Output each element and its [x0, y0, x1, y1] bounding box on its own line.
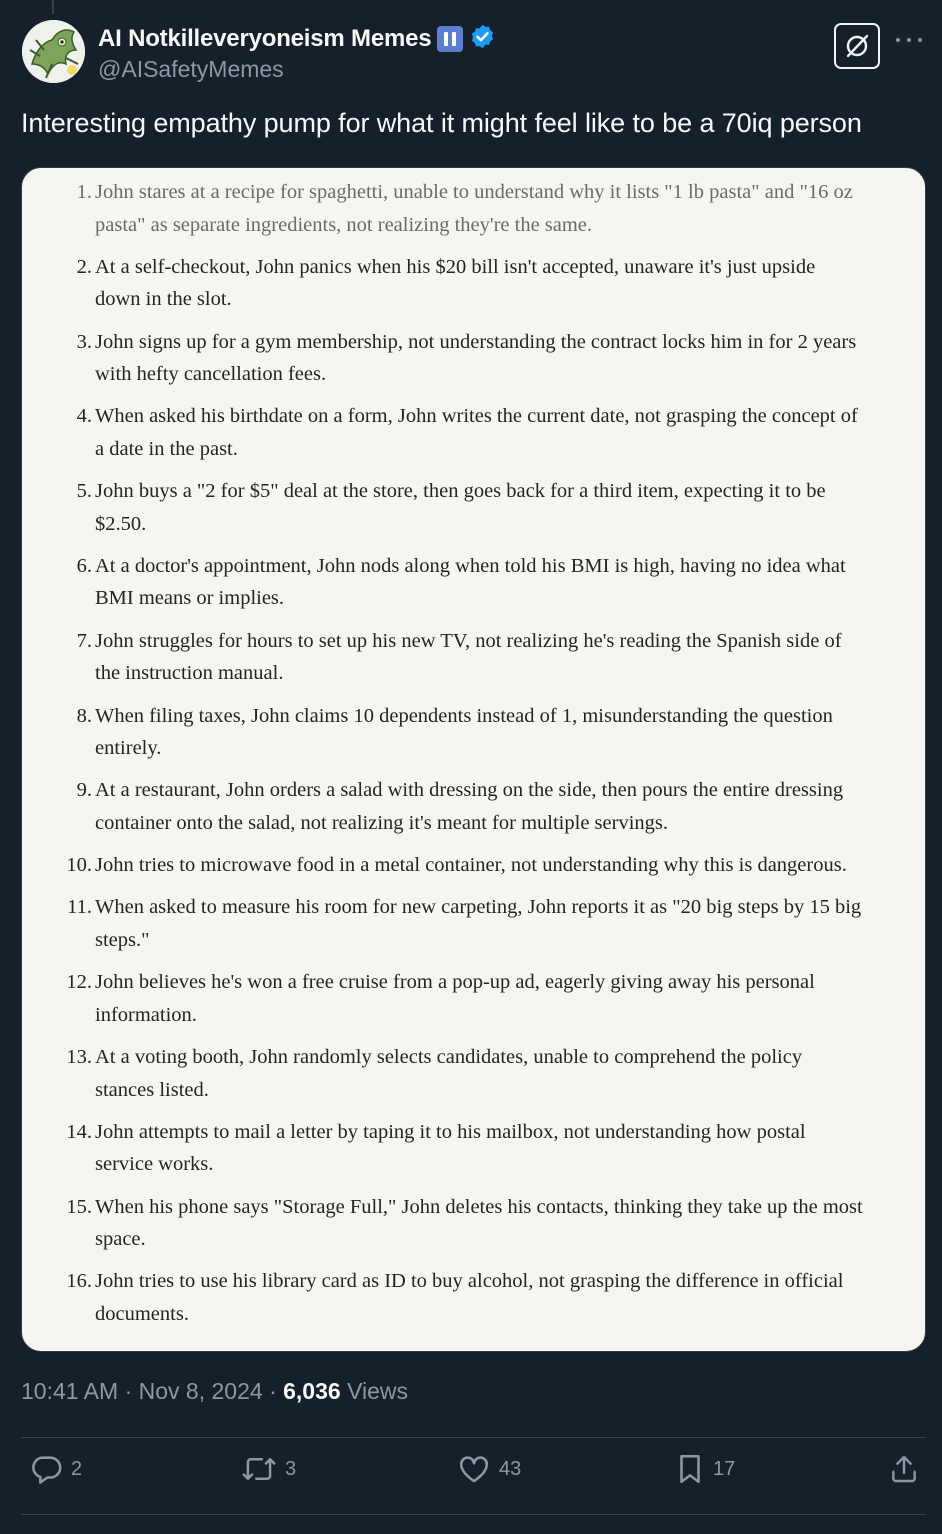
list-item-text: John believes he's won a free cruise from a pop-up ad, eagerly giving away his personal information. — [95, 971, 815, 1026]
list-item — [22, 1191, 925, 1256]
author-name-row — [98, 23, 496, 55]
verified-badge-icon[interactable] — [469, 23, 496, 55]
grok-button[interactable] — [834, 23, 880, 69]
views-count: 6,036 — [283, 1378, 341, 1404]
list-item-number: 4. — [76, 405, 92, 428]
list-item — [22, 326, 925, 391]
bookmark-count: 17 — [713, 1457, 736, 1480]
list-item — [22, 849, 925, 882]
tweet-header — [22, 20, 922, 90]
list-item-text: John tries to use his library card as ID to buy alcohol, not grasping the difference in official documents. — [95, 1270, 844, 1325]
repost-icon — [241, 1452, 277, 1486]
list-item-text: At a doctor's appointment, John nods along when told his BMI is high, having no idea what BMI means or implies. — [95, 554, 846, 610]
list-item-text: John tries to microwave food in a metal container, not understanding why this is dangerous. — [95, 854, 847, 877]
grok-icon — [843, 32, 871, 60]
author-handle[interactable]: @AISafetyMemes — [98, 56, 284, 82]
list-item — [22, 550, 925, 615]
list-item-number: 5. — [76, 480, 92, 503]
list-item — [22, 891, 925, 956]
tweet-text: Interesting empathy pump for what it might feel like to be a 70iq person — [21, 108, 862, 138]
like-count: 43 — [499, 1457, 522, 1480]
list-item-number: 15. — [66, 1195, 92, 1218]
list-item — [22, 1041, 925, 1106]
reply-button[interactable] — [29, 1452, 82, 1486]
tweet-meta — [21, 1378, 408, 1405]
list-item — [22, 1265, 925, 1330]
list-item-text: When asked his birthdate on a form, John writes the current date, not grasping the concept of a date in the past. — [95, 405, 858, 460]
meta-separator: · — [269, 1378, 277, 1404]
more-options-icon[interactable] — [896, 30, 922, 50]
list-item — [22, 700, 925, 765]
list-item-text: John signs up for a gym membership, not understanding the contract locks him in for 2 years with hefty cancellation fees. — [95, 330, 857, 386]
list-item — [22, 774, 925, 839]
list-item-number: 7. — [76, 629, 92, 652]
list-item-number: 9. — [76, 779, 92, 802]
list-item — [22, 625, 925, 690]
pause-icon — [437, 26, 463, 52]
tweet-time[interactable]: 10:41 AM — [21, 1378, 119, 1404]
list-item-number: 12. — [66, 971, 92, 994]
repost-count: 3 — [285, 1457, 297, 1480]
bookmark-button[interactable] — [675, 1452, 735, 1486]
tweet-media-image[interactable] — [21, 167, 926, 1352]
divider — [21, 1437, 926, 1438]
media-list — [22, 168, 925, 1330]
share-icon — [888, 1452, 920, 1486]
repost-button[interactable] — [241, 1452, 296, 1486]
list-item-text: At a restaurant, John orders a salad with dressing on the side, then pours the entire dressing container onto the salad, not realizing it's meant for multiple servings. — [95, 779, 844, 834]
list-item — [22, 1116, 925, 1181]
list-item-number: 8. — [76, 704, 92, 727]
list-item-number: 6. — [76, 554, 92, 577]
reply-count: 2 — [71, 1457, 83, 1480]
list-item-text: John struggles for hours to set up his new TV, not realizing he's reading the Spanish side of the instruction manual. — [95, 629, 842, 685]
list-item — [22, 176, 925, 241]
avatar[interactable] — [22, 20, 85, 83]
list-item-text: When filing taxes, John claims 10 dependents instead of 1, misunderstanding the question entirely. — [95, 704, 833, 760]
action-bar — [21, 1452, 926, 1500]
list-item-number: 1. — [76, 181, 92, 203]
list-item-text: When his phone says "Storage Full," John deletes his contacts, thinking they take up the most space. — [95, 1195, 863, 1251]
list-item — [22, 966, 925, 1031]
list-item-text: At a self-checkout, John panics when his $20 bill isn't accepted, unaware it's just upside down in the slot. — [95, 255, 816, 311]
share-button[interactable] — [888, 1452, 920, 1486]
list-item-number: 2. — [76, 255, 92, 278]
bookmark-icon — [675, 1452, 705, 1486]
list-item-text: At a voting booth, John randomly selects candidates, unable to comprehend the policy stances listed. — [95, 1046, 803, 1101]
thread-line — [52, 0, 54, 14]
list-item-number: 3. — [76, 330, 92, 353]
tweet-date[interactable]: Nov 8, 2024 — [138, 1378, 263, 1404]
author-display-name[interactable]: AI Notkilleveryoneism Memes — [98, 25, 432, 52]
list-item — [22, 400, 925, 465]
heart-icon — [457, 1452, 491, 1486]
list-item-number: 11. — [67, 896, 92, 919]
list-item-number: 16. — [66, 1270, 92, 1293]
list-item-number: 13. — [66, 1046, 92, 1069]
divider — [21, 1514, 926, 1515]
list-item-number: 14. — [66, 1120, 92, 1143]
list-item-text: John buys a "2 for $5" deal at the store, then goes back for a third item, expecting it to be $2.50. — [95, 480, 826, 535]
views-label: Views — [347, 1378, 409, 1404]
like-button[interactable] — [457, 1452, 521, 1486]
reply-icon — [29, 1452, 63, 1486]
meta-separator: · — [124, 1378, 133, 1404]
list-item-text: John attempts to mail a letter by taping it to his mailbox, not understanding how postal service works. — [95, 1120, 806, 1176]
list-item-number: 10. — [66, 854, 92, 877]
list-item — [22, 475, 925, 540]
list-item-text: John stares at a recipe for spaghetti, unable to understand why it lists "1 lb pasta" and "16 oz pasta" as separate ingredients, not realizing they're the same. — [95, 181, 853, 236]
list-item — [22, 251, 925, 316]
list-item-text: When asked to measure his room for new carpeting, John reports it as "20 big steps by 15 big steps." — [95, 896, 862, 951]
